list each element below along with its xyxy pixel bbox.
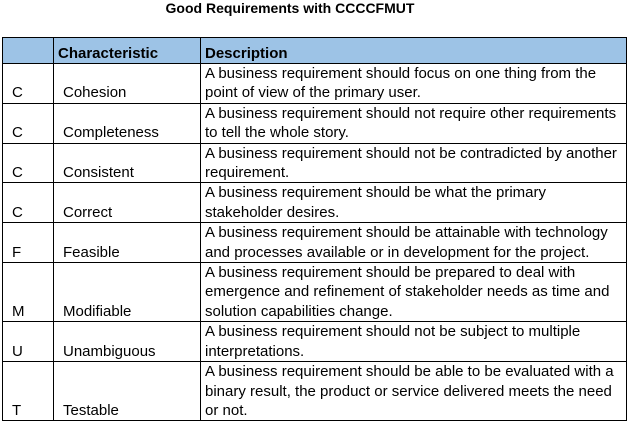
row-characteristic: Unambiguous [54,322,201,362]
table-row [3,223,627,263]
table-row [3,362,627,421]
row-letter: C [3,64,54,104]
row-characteristic: Feasible [54,223,201,263]
row-characteristic: Modifiable [54,263,201,322]
row-letter: C [3,183,54,223]
table-row [3,183,627,223]
header-characteristic: Characteristic [54,38,201,64]
row-characteristic: Correct [54,183,201,223]
table-header-row [3,38,627,64]
row-letter: F [3,223,54,263]
row-description: A business requirement should not be contradicted by another requirement. [201,143,627,183]
row-description: A business requirement should not require other requirements to tell the whole story. [201,103,627,143]
row-characteristic: Consistent [54,143,201,183]
page-title: Good Requirements with CCCCFMUT [165,0,415,16]
row-description: A business requirement should be attainable with technology and processes available or in development for the project. [201,223,627,263]
table-row [3,322,627,362]
row-description: A business requirement should be prepared to deal with emergence and refinement of stakeholder needs as time and solution capabilities change. [201,263,627,322]
row-letter: T [3,362,54,421]
row-letter: C [3,103,54,143]
row-letter: C [3,143,54,183]
row-letter: U [3,322,54,362]
row-characteristic: Cohesion [54,64,201,104]
header-letter [3,38,54,64]
header-description: Description [201,38,627,64]
table-row [3,103,627,143]
table-row [3,143,627,183]
row-description: A business requirement should not be subject to multiple interpretations. [201,322,627,362]
row-description: A business requirement should be what the primary stakeholder desires. [201,183,627,223]
row-characteristic: Completeness [54,103,201,143]
requirements-table [2,37,627,421]
row-description: A business requirement should be able to be evaluated with a binary result, the product or service delivered meets the need or not. [201,362,627,421]
table-row [3,64,627,104]
row-letter: M [3,263,54,322]
row-description: A business requirement should focus on one thing from the point of view of the primary user. [201,64,627,104]
table-row [3,263,627,322]
row-characteristic: Testable [54,362,201,421]
